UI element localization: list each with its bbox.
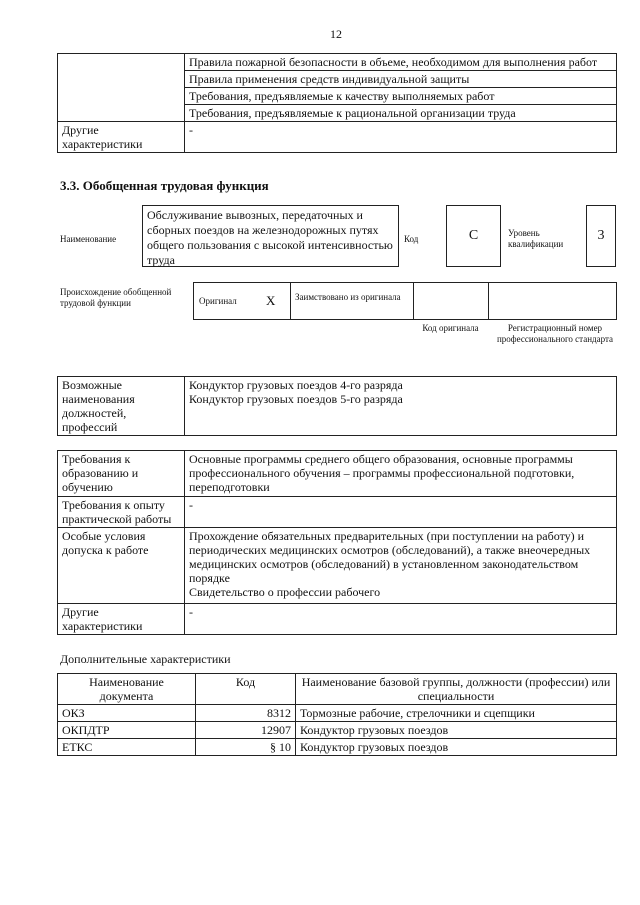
registration-number-caption: Регистрационный номер профессионального стандарта	[496, 323, 614, 344]
group-name: Кондуктор грузовых поездов	[296, 722, 617, 739]
requirements-table	[57, 450, 617, 635]
position-item: Кондуктор грузовых поездов 4-го разряда	[189, 378, 403, 392]
table-row	[58, 722, 617, 739]
group-name: Кондуктор грузовых поездов	[296, 739, 617, 756]
original-mark: X	[266, 293, 276, 308]
top-knowledge-table	[57, 53, 617, 153]
positions-values	[185, 377, 617, 436]
education-value: Основные программы среднего общего образования, основные программы профессионального обучения – программы профессиональной подготовки, переподготовки	[185, 451, 617, 497]
doc-name: ОКПДТР	[58, 722, 196, 739]
doc-code: 12907	[196, 722, 296, 739]
experience-value: -	[185, 497, 617, 528]
name-label: Наименование	[60, 234, 117, 244]
position-item: Кондуктор грузовых поездов 5-го разряда	[189, 392, 403, 406]
code-original-caption: Код оригинала	[422, 323, 479, 333]
doc-name: ЕТКС	[58, 739, 196, 756]
admission-label: Особые условия допуска к работе	[58, 528, 185, 604]
empty-label-cell	[58, 54, 185, 122]
other-characteristics-value: -	[185, 604, 617, 635]
code-label: Код	[404, 234, 419, 244]
knowledge-item: Требования, предъявляемые к качеству выполняемых работ	[185, 88, 617, 105]
knowledge-item: Правила пожарной безопасности в объеме, необходимом для выполнения работ	[185, 54, 617, 71]
level-value: 3	[597, 228, 605, 243]
other-characteristics-label: Другие характеристики	[58, 604, 185, 635]
origin-label: Происхождение обобщенной трудовой функции	[60, 287, 172, 308]
page-number: 12	[330, 27, 342, 41]
level-label: Уровень квалификации	[508, 228, 564, 249]
function-name-box	[142, 205, 399, 267]
doc-code: 8312	[196, 705, 296, 722]
education-label: Требования к образованию и обучению	[58, 451, 185, 497]
other-characteristics-value: -	[185, 122, 617, 153]
header-code: Код	[196, 674, 296, 705]
code-value-box	[446, 205, 501, 267]
function-name-text: Обслуживание вывозных, передаточных и сборных поездов на железнодорожных путях общего пользования с высокой интенсивностью труда	[147, 208, 393, 267]
original-label: Оригинал	[199, 296, 237, 306]
additional-table	[57, 673, 617, 756]
level-value-box	[586, 205, 616, 267]
positions-table	[57, 376, 617, 436]
section-title: 3.3. Обобщенная трудовая функция	[60, 178, 269, 193]
additional-title: Дополнительные характеристики	[60, 652, 231, 666]
table-row	[58, 705, 617, 722]
experience-label: Требования к опыту практической работы	[58, 497, 185, 528]
borrowed-label: Заимствовано из оригинала	[295, 292, 401, 302]
admission-certificate: Свидетельство о профессии рабочего	[189, 585, 381, 599]
knowledge-item: Требования, предъявляемые к рациональной организации труда	[185, 105, 617, 122]
group-name: Тормозные рабочие, стрелочники и сцепщики	[296, 705, 617, 722]
header-group-name: Наименование базовой группы, должности (профессии) или специальности	[296, 674, 617, 705]
doc-name: ОКЗ	[58, 705, 196, 722]
admission-text: Прохождение обязательных предварительных (при поступлении на работу) и периодических медицинских осмотров (обследований), а также внеочередных медицинских осмотров (обследований) в установленном законодательством порядке	[189, 529, 591, 585]
knowledge-item: Правила применения средств индивидуальной защиты	[185, 71, 617, 88]
header-document: Наименование документа	[58, 674, 196, 705]
table-row	[58, 739, 617, 756]
doc-code: § 10	[196, 739, 296, 756]
positions-label: Возможные наименования должностей, профессий	[58, 377, 185, 436]
code-value: C	[468, 228, 479, 243]
other-characteristics-label: Другие характеристики	[58, 122, 185, 153]
admission-value	[185, 528, 617, 604]
